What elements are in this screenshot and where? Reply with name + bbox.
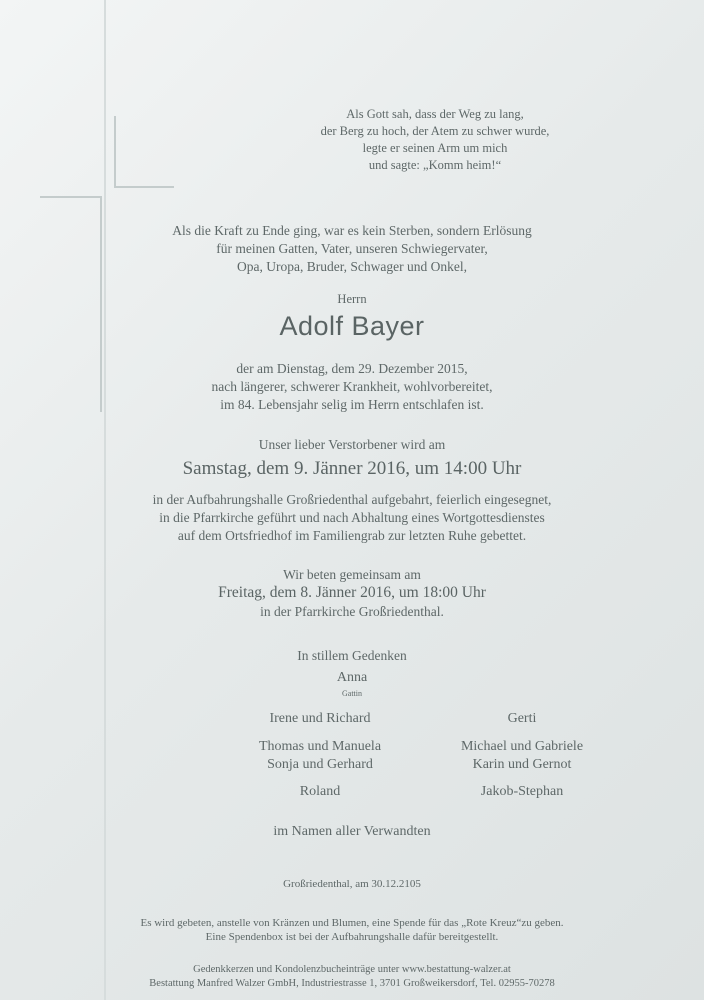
family-member-right: Karin und Gernot xyxy=(472,757,572,772)
funeral-details-line: auf dem Ortsfriedhof im Familiengrab zur letzten Ruhe gebettet. xyxy=(177,528,527,543)
prayer-date: Freitag, dem 8. Jänner 2016, um 18:00 Uhr xyxy=(218,584,486,601)
prayer-intro: Wir beten gemeinsam am xyxy=(283,567,421,582)
donation-line: Eine Spendenbox ist bei der Aufbahrungshalle dafür bereitgestellt. xyxy=(205,931,499,943)
footer-line: Bestattung Manfred Walzer GmbH, Industriestrasse 1, 3701 Großweikersdorf, Tel. 02955-70278 xyxy=(149,978,555,989)
intro-line: Als die Kraft zu Ende ging, war es kein Sterben, sondern Erlösung xyxy=(172,223,532,238)
intro-line: für meinen Gatten, Vater, unseren Schwiegervater, xyxy=(216,241,488,256)
intro-text xyxy=(0,222,704,276)
prayer-place: in der Pfarrkirche Großriedenthal. xyxy=(260,604,444,619)
footer-line: Gedenkkerzen und Kondolenzbucheinträge unter www.bestattung-walzer.at xyxy=(193,964,511,975)
death-info-line: nach längerer, schwerer Krankheit, wohlvorbereitet, xyxy=(211,379,493,394)
family-member-left: Thomas und Manuela xyxy=(258,739,382,754)
deceased-name: Adolf Bayer xyxy=(279,311,425,341)
mourning-intro: In stillem Gedenken xyxy=(297,648,407,663)
poem-line: Als Gott sah, dass der Weg zu lang, xyxy=(346,107,524,121)
family-member-right: Gerti xyxy=(507,711,537,726)
donation-note xyxy=(0,916,704,944)
intro-line: Opa, Uropa, Bruder, Schwager und Onkel, xyxy=(236,259,468,274)
funeral-intro: Unser lieber Verstorbener wird am xyxy=(258,437,446,452)
death-info-line: der am Dienstag, dem 29. Dezember 2015, xyxy=(236,361,468,376)
family-member-left: Sonja und Gerhard xyxy=(267,757,373,772)
family-member-left: Roland xyxy=(299,784,341,799)
funeral-details-line: in die Pfarrkirche geführt und nach Abhaltung eines Wortgottesdienstes xyxy=(159,510,545,525)
funeral-details xyxy=(0,491,704,545)
widow-name: Anna xyxy=(336,670,368,685)
funeral-date: Samstag, dem 9. Jänner 2016, um 14:00 Uhr xyxy=(182,458,522,479)
poem-line: und sagte: „Komm heim!“ xyxy=(368,158,502,172)
death-info xyxy=(0,360,704,414)
place-date: Großriedenthal, am 30.12.2105 xyxy=(283,878,421,890)
salutation: Herrn xyxy=(337,292,367,306)
funeral-details-line: in der Aufbahrungshalle Großriedenthal aufgebahrt, feierlich eingesegnet, xyxy=(152,492,552,507)
family-member-right: Jakob-Stephan xyxy=(480,784,564,799)
cross-lower-horizontal-line xyxy=(40,196,102,198)
relatives-line: im Namen aller Verwandten xyxy=(273,824,431,839)
family-member-right: Michael und Gabriele xyxy=(460,739,584,754)
cross-upper-vertical-line xyxy=(114,116,116,188)
death-info-line: im 84. Lebensjahr selig im Herrn entschlafen ist. xyxy=(220,397,484,412)
widow-role: Gattin xyxy=(342,689,362,698)
family-member-left: Irene und Richard xyxy=(269,711,371,726)
cross-upper-horizontal-line xyxy=(114,186,174,188)
poem xyxy=(320,106,550,174)
footer xyxy=(0,963,704,991)
poem-line: der Berg zu hoch, der Atem zu schwer wurde, xyxy=(320,124,550,138)
donation-line: Es wird gebeten, anstelle von Kränzen und Blumen, eine Spende für das „Rote Kreuz“zu geben. xyxy=(140,917,564,929)
poem-line: legte er seinen Arm um mich xyxy=(362,141,508,155)
